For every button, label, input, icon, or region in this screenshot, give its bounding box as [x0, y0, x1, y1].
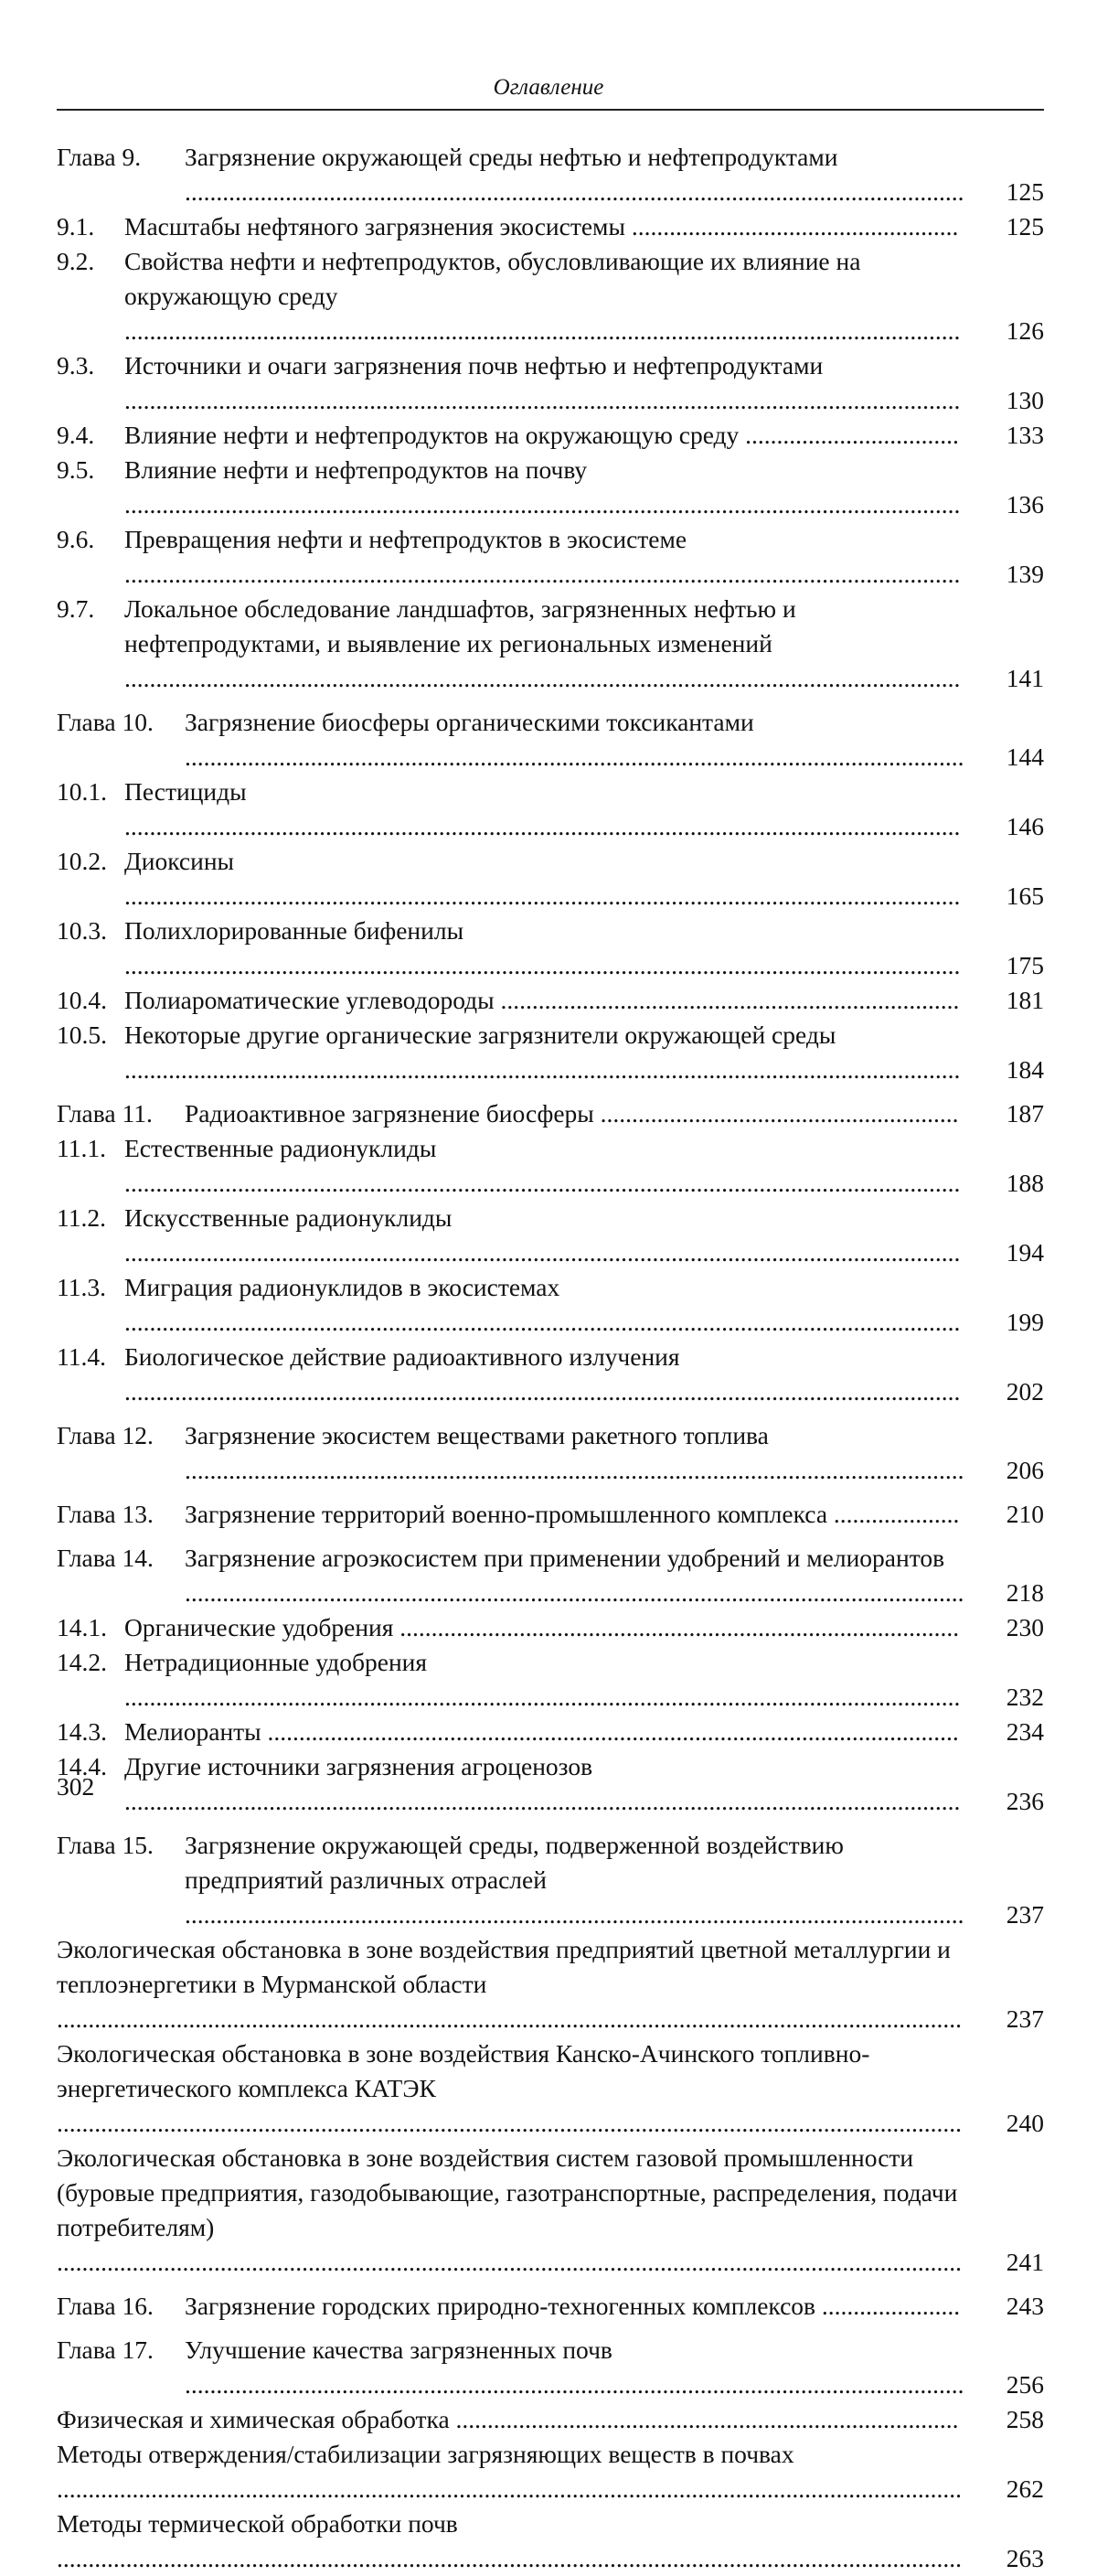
entry-number: Глава 14.	[57, 1544, 154, 1572]
entry-page: 236	[1006, 1787, 1044, 1815]
leader-dots: ....................................................	[631, 212, 959, 240]
toc-entry	[57, 1932, 1044, 2036]
leader-dots: ..............................................................................................................	[267, 1717, 959, 1746]
entry-page: 133	[1006, 421, 1044, 449]
leader-dots: .....................................................................................................................................	[124, 951, 961, 979]
entry-title: Загрязнение экосистем веществами ракетного топлива ............................................................................................................................	[185, 1421, 964, 1484]
entry-page: 146	[1006, 812, 1044, 840]
entry-page: 256	[1006, 2370, 1044, 2399]
toc-entry	[57, 1201, 1044, 1270]
entry-page: 181	[1006, 986, 1044, 1014]
entry-number: Глава 12.	[57, 1421, 154, 1449]
entry-title: Методы термической обработки почв ................................................................................................................................................	[57, 2509, 962, 2572]
entry-page: 237	[1006, 1900, 1044, 1929]
entry-number: 9.4.	[57, 421, 95, 449]
entry-page: 234	[1006, 1717, 1044, 1746]
leader-dots: .....................................................................................................................................	[124, 386, 961, 414]
entry-title: Влияние нефти и нефтепродуктов на окружающую среду ..................................	[124, 421, 959, 449]
entry-title: Загрязнение территорий военно-промышленного комплекса ....................	[185, 1500, 960, 1528]
leader-dots: .........................................................	[600, 1099, 959, 1128]
entry-number: Глава 13.	[57, 1500, 154, 1528]
entry-page: 130	[1006, 386, 1044, 414]
entry-number: 11.4.	[57, 1342, 106, 1371]
entry-title: Естественные радионуклиды .....................................................................................................................................	[124, 1134, 961, 1197]
entry-number: 11.1.	[57, 1134, 106, 1162]
toc-entry	[57, 1131, 1044, 1201]
entry-title: Радиоактивное загрязнение биосферы .........................................................	[185, 1099, 959, 1128]
toc-entry	[57, 1645, 1044, 1715]
leader-dots: ............................................................................................................................	[185, 1578, 964, 1607]
entry-page: 136	[1006, 490, 1044, 518]
toc-entry	[57, 1610, 1044, 1645]
entry-page: 141	[1006, 664, 1044, 692]
toc-entry	[57, 2507, 1044, 2576]
leader-dots: ................................................................................................................................................	[57, 2248, 962, 2276]
entry-page: 125	[1006, 212, 1044, 240]
entry-number: 14.4.	[57, 1752, 107, 1780]
entry-title: Пестициды .....................................................................................................................................	[124, 777, 961, 840]
entry-title: Органические удобрения .........................................................................................	[124, 1613, 960, 1641]
leader-dots: .....................................................................................................................................	[124, 882, 961, 910]
toc-entry	[57, 522, 1044, 592]
entry-title: Загрязнение биосферы органическими токсикантами ............................................................................................................................	[185, 708, 964, 771]
leader-dots: .....................................................................................................................................	[124, 1787, 961, 1815]
entry-number: 9.2.	[57, 247, 95, 275]
toc-entry	[57, 1018, 1044, 1087]
entry-title: Локальное обследование ландшафтов, загрязненных нефтью и нефтепродуктами, и выявление их региональных изменений .....................................................................................................................................	[124, 594, 961, 692]
entry-title: Влияние нефти и нефтепродуктов на почву .....................................................................................................................................	[124, 455, 961, 518]
leader-dots: .........................................................................................	[399, 1613, 960, 1641]
entry-title: Экологическая обстановка в зоне воздействия систем газовой промышленности (буровые предприятия, газодобывающие, газотранспортные, распределения, подачи потребителям) ................................................................................................................................................	[57, 2143, 962, 2276]
entry-number: Глава 9.	[57, 143, 142, 171]
toc-entry	[57, 1340, 1044, 1409]
entry-title: Нетрадиционные удобрения .....................................................................................................................................	[124, 1648, 961, 1711]
leader-dots: ......................	[821, 2292, 961, 2320]
entry-number: Глава 15.	[57, 1831, 154, 1859]
entry-number: 14.1.	[57, 1613, 107, 1641]
entry-number: Глава 16.	[57, 2292, 154, 2320]
leader-dots: ................................................................................................................................................	[57, 2544, 962, 2572]
entry-page: 144	[1006, 743, 1044, 771]
entry-title: Превращения нефти и нефтепродуктов в экосистеме .....................................................................................................................................	[124, 525, 961, 588]
entry-title: Свойства нефти и нефтепродуктов, обусловливающие их влияние на окружающую среду .....................................................................................................................................	[124, 247, 961, 345]
entry-page: 188	[1006, 1169, 1044, 1197]
leader-dots: .....................................................................................................................................	[124, 1683, 961, 1711]
entry-page: 258	[1006, 2405, 1044, 2433]
leader-dots: .....................................................................................................................................	[124, 1055, 961, 1084]
entry-title: Загрязнение окружающей среды, подверженной воздействию предприятий различных отраслей ............................................................................................................................	[185, 1831, 964, 1929]
leader-dots: ..................................	[745, 421, 959, 449]
entry-title: Загрязнение городских природно-техногенных комплексов ......................	[185, 2292, 961, 2320]
header-rule	[57, 109, 1044, 111]
toc-entry	[57, 348, 1044, 418]
leader-dots: ................................................................................................................................................	[57, 2474, 962, 2503]
entry-page: 240	[1006, 2109, 1044, 2137]
entry-title: Миграция радионуклидов в экосистемах .....................................................................................................................................	[124, 1273, 961, 1336]
toc-chapter-entry	[57, 1096, 1044, 1131]
leader-dots: ............................................................................................................................	[185, 2370, 964, 2399]
entry-page: 125	[1006, 177, 1044, 206]
entry-number: 10.4.	[57, 986, 107, 1014]
entry-number: Глава 17.	[57, 2336, 154, 2364]
entry-title: Мелиоранты ..............................................................................................................	[124, 1717, 959, 1746]
entry-page: 210	[1006, 1500, 1044, 1528]
entry-title: Некоторые другие органические загрязнители окружающей среды .....................................................................................................................................	[124, 1021, 961, 1084]
entry-page: 184	[1006, 1055, 1044, 1084]
entry-page: 175	[1006, 951, 1044, 979]
leader-dots: .....................................................................................................................................	[124, 1308, 961, 1336]
toc-chapter-entry	[57, 705, 1044, 775]
toc-chapter-entry	[57, 1828, 1044, 1932]
table-of-contents	[57, 140, 1044, 2576]
page-number: 302	[57, 1772, 95, 1801]
entry-title: Загрязнение агроэкосистем при применении удобрений и мелиорантов ............................................................................................................................	[185, 1544, 964, 1607]
entry-page: 230	[1006, 1613, 1044, 1641]
entry-number: 11.2.	[57, 1203, 106, 1232]
entry-number: 10.2.	[57, 847, 107, 875]
entry-title: Физическая и химическая обработка ................................................................................	[57, 2405, 959, 2433]
entry-page: 202	[1006, 1377, 1044, 1406]
toc-chapter-entry	[57, 1541, 1044, 1610]
toc-chapter-entry	[57, 1497, 1044, 1532]
entry-number: 9.6.	[57, 525, 95, 553]
entry-title: Улучшение качества загрязненных почв ............................................................................................................................	[185, 2336, 964, 2399]
entry-page: 218	[1006, 1578, 1044, 1607]
entry-page: 232	[1006, 1683, 1044, 1711]
toc-chapter-entry	[57, 140, 1044, 209]
leader-dots: .........................................................................	[500, 986, 960, 1014]
entry-page: 262	[1006, 2474, 1044, 2503]
entry-number: 14.2.	[57, 1648, 107, 1676]
entry-title: Экологическая обстановка в зоне воздействия предприятий цветной металлургии и теплоэнергетики в Мурманской области ................................................................................................................................................	[57, 1935, 962, 2033]
toc-entry	[57, 1749, 1044, 1819]
toc-entry	[57, 844, 1044, 914]
entry-number: 10.1.	[57, 777, 107, 806]
entry-number: 11.3.	[57, 1273, 106, 1301]
entry-page: 165	[1006, 882, 1044, 910]
leader-dots: .....................................................................................................................................	[124, 664, 961, 692]
entry-number: 9.7.	[57, 594, 95, 623]
entry-title: Искусственные радионуклиды .....................................................................................................................................	[124, 1203, 961, 1267]
leader-dots: .....................................................................................................................................	[124, 560, 961, 588]
leader-dots: ................................................................................	[455, 2405, 959, 2433]
toc-entry	[57, 2141, 1044, 2280]
toc-entry	[57, 2437, 1044, 2507]
toc-entry	[57, 1270, 1044, 1340]
leader-dots: ............................................................................................................................	[185, 743, 964, 771]
leader-dots: .....................................................................................................................................	[124, 490, 961, 518]
entry-number: Глава 11.	[57, 1099, 153, 1128]
entry-title: Диоксины .....................................................................................................................................	[124, 847, 961, 910]
entry-page: 263	[1006, 2544, 1044, 2572]
entry-page: 199	[1006, 1308, 1044, 1336]
toc-entry	[57, 2036, 1044, 2141]
entry-page: 241	[1006, 2248, 1044, 2276]
toc-entry	[57, 453, 1044, 522]
entry-page: 243	[1006, 2292, 1044, 2320]
entry-page: 187	[1006, 1099, 1044, 1128]
entry-title: Полиароматические углеводороды .........................................................................	[124, 986, 960, 1014]
leader-dots: ................................................................................................................................................	[57, 2109, 962, 2137]
leader-dots: .....................................................................................................................................	[124, 1377, 961, 1406]
toc-entry	[57, 209, 1044, 244]
leader-dots: .....................................................................................................................................	[124, 1169, 961, 1197]
entry-title: Полихлорированные бифенилы .....................................................................................................................................	[124, 916, 961, 979]
leader-dots: .....................................................................................................................................	[124, 1238, 961, 1267]
leader-dots: ....................	[833, 1500, 960, 1528]
entry-page: 194	[1006, 1238, 1044, 1267]
toc-chapter-entry	[57, 2333, 1044, 2402]
leader-dots: ............................................................................................................................	[185, 1456, 964, 1484]
toc-entry	[57, 1715, 1044, 1749]
toc-chapter-entry	[57, 2289, 1044, 2324]
entry-number: Глава 10.	[57, 708, 154, 736]
entry-page: 237	[1006, 2004, 1044, 2033]
entry-title: Масштабы нефтяного загрязнения экосистемы ....................................................	[124, 212, 959, 240]
toc-entry	[57, 775, 1044, 844]
entry-number: 9.1.	[57, 212, 95, 240]
entry-title: Другие источники загрязнения агроценозов .....................................................................................................................................	[124, 1752, 961, 1815]
toc-entry	[57, 244, 1044, 348]
toc-entry	[57, 983, 1044, 1018]
running-header: Оглавление	[493, 75, 604, 100]
entry-page: 126	[1006, 316, 1044, 345]
entry-title: Источники и очаги загрязнения почв нефтью и нефтепродуктами .....................................................................................................................................	[124, 351, 961, 414]
entry-number: 9.5.	[57, 455, 95, 484]
leader-dots: ............................................................................................................................	[185, 177, 964, 206]
entry-page: 206	[1006, 1456, 1044, 1484]
entry-title: Экологическая обстановка в зоне воздействия Канско-Ачинского топливно-энергетического комплекса КАТЭК ................................................................................................................................................	[57, 2039, 962, 2137]
toc-chapter-entry	[57, 1418, 1044, 1488]
leader-dots: .....................................................................................................................................	[124, 316, 961, 345]
leader-dots: .....................................................................................................................................	[124, 812, 961, 840]
entry-title: Методы отверждения/стабилизации загрязняющих веществ в почвах ................................................................................................................................................	[57, 2440, 962, 2503]
toc-entry	[57, 914, 1044, 983]
leader-dots: ................................................................................................................................................	[57, 2004, 962, 2033]
entry-title: Биологическое действие радиоактивного излучения .....................................................................................................................................	[124, 1342, 961, 1406]
entry-page: 139	[1006, 560, 1044, 588]
entry-title: Загрязнение окружающей среды нефтью и нефтепродуктами ............................................................................................................................	[185, 143, 964, 206]
entry-number: 9.3.	[57, 351, 95, 379]
entry-number: 10.3.	[57, 916, 107, 945]
entry-number: 14.3.	[57, 1717, 107, 1746]
toc-entry	[57, 2402, 1044, 2437]
leader-dots: ............................................................................................................................	[185, 1900, 964, 1929]
entry-number: 10.5.	[57, 1021, 107, 1049]
toc-entry	[57, 592, 1044, 696]
toc-entry	[57, 418, 1044, 453]
